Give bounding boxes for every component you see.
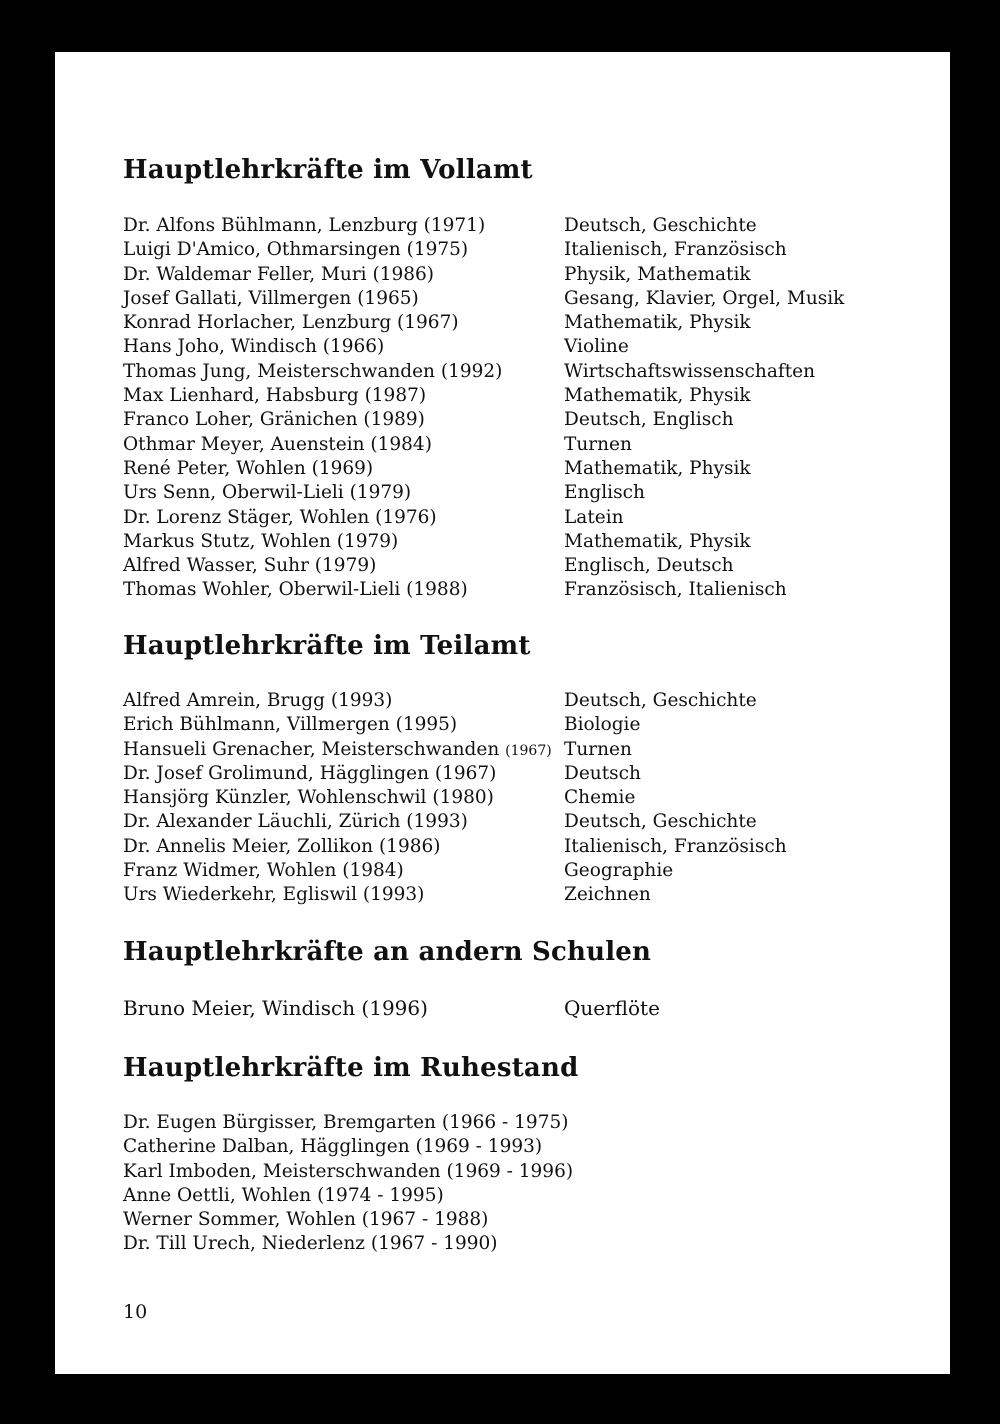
list-item: Bruno Meier, Windisch (1996) Querflöte	[123, 996, 660, 1020]
section-title-ruhestand: Hauptlehrkräfte im Ruhestand	[123, 1053, 579, 1083]
page-number: 10	[123, 1301, 148, 1323]
section-title-andere-schulen: Hauptlehrkräfte an andern Schulen	[123, 937, 652, 967]
document-page: Hauptlehrkräfte im Vollamt Dr. Alfons Bühlmann, Lenzburg (1971) Deutsch, Geschichte Luigi D'Amico, Othmarsingen (1975) Italienisch, Französisch Dr. Waldemar Feller, Muri (1986) Physik, Mathematik Josef Gallati, Villmergen (1965) Gesang, Klavier, Orgel, Musik Konrad Horlacher, Lenzburg (1967) Mathematik, Physik Hans Joho, Windisch (1966) Violine Thomas Jung, Meisterschwanden (1992) Wirtschaftswissenschaften Max Lienhard, Habsburg (1987) Mathematik, Physik Franco Loher, Gränichen (1989) Deutsch, Englisch Othmar Meyer, Auenstein (1984) Turnen René Peter, Wohlen (1969) Mathematik, Physik Urs Senn, Oberwil-Lieli (1979) Englisch Dr. Lorenz Stäger, Wohlen (1976) Latein Markus Stutz, Wohlen (1979) Mathematik, Physik Alfred Wasser, Suhr (1979) Englisch, Deutsch Thomas Wohler, Oberwil-Lieli (1988) Französisch, Italienisch Hauptlehrkräfte im Teilamt Alfred Amrein, Brugg (1993) Deutsch, Geschichte Erich Bühlmann, Villmergen (1995) Biologie Hansueli Grenacher, Meisterschwanden (1967) Turnen Dr. Josef Grolimund, Hägglingen (1967) Deutsch Hansjörg Künzler, Wohlenschwil (1980) Chemie Dr. Alexander Läuchli, Zürich (1993) Deutsch, Geschichte Dr. Annelis Meier, Zollikon (1986) Italienisch, Französisch Franz Widmer, Wohlen (1984) Geographie Urs Wiederkehr, Egliswil (1993) Zeichnen Hauptlehrkräfte an andern Schulen Bruno Meier, Windisch (1996) Querflöte Hauptlehrkräfte im Ruhestand Dr. Eugen Bürgisser, Bremgarten (1966 - 1975) Catherine Dalban, Hägglingen (1969 - 1993) Karl Imboden, Meisterschwanden (1969 - 1996) Anne Oettli, Wohlen (1974 - 1995) Werner Sommer, Wohlen (1967 - 1988) Dr. Till Urech, Niederlenz (1967 - 1990) 10	[55, 52, 950, 1374]
section-title-vollamt: Hauptlehrkräfte im Vollamt	[123, 155, 533, 185]
section-title-teilamt: Hauptlehrkräfte im Teilamt	[123, 631, 531, 661]
